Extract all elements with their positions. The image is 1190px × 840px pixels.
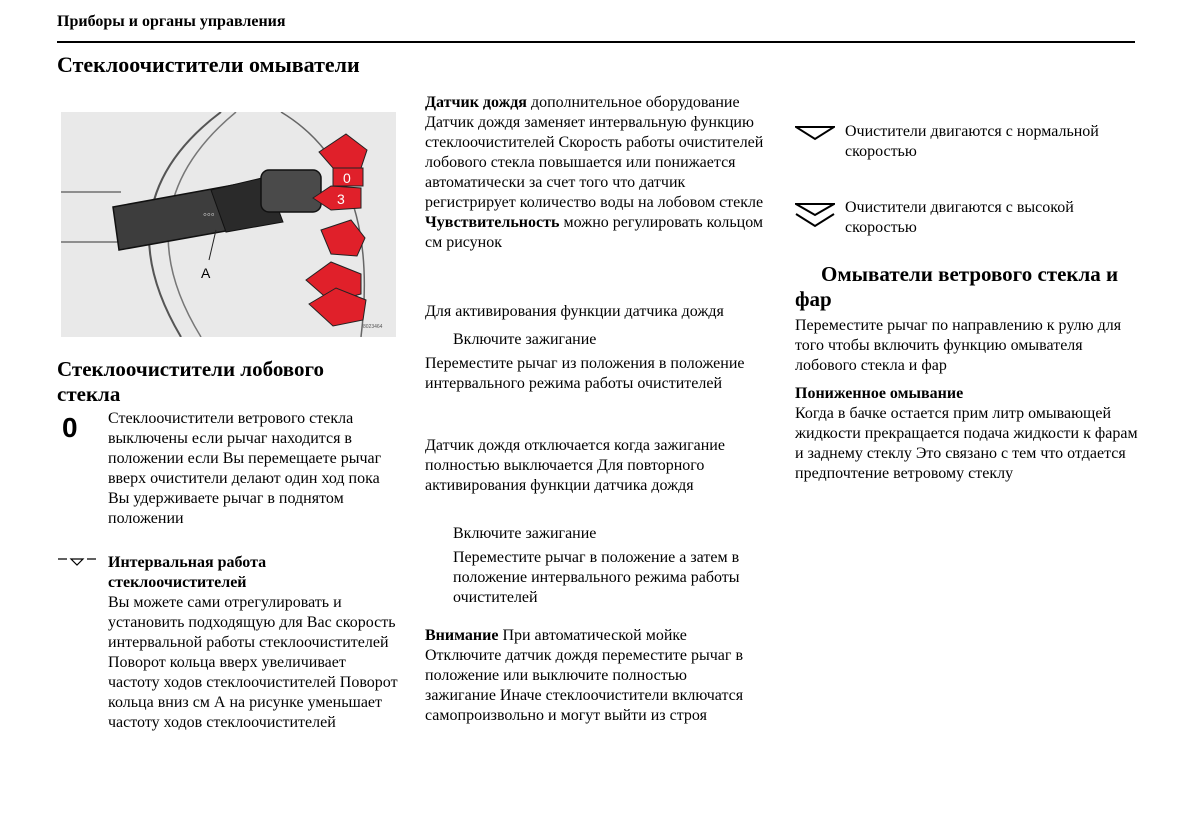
normal-speed-text: Очистители двигаются с нормальной скоростью — [845, 123, 1099, 160]
rain-sensor-heading: Датчик дождя — [425, 94, 527, 111]
page-title: Стеклоочистители омыватели — [57, 52, 360, 77]
header-rule — [57, 41, 1135, 43]
zero-position-symbol: 0 — [62, 412, 78, 443]
section-heading-windscreen-wipers: Стеклоочистители лобового стекла — [57, 357, 325, 406]
activate-intro: Для активирования функции датчика дождя — [425, 303, 724, 320]
position-0: 0 — [343, 170, 351, 186]
rain-sensor-heading-rest: дополнительное оборудование — [530, 94, 740, 111]
step-ignition-2: Включите зажигание — [453, 525, 597, 542]
reduced-washing-text: Когда в бачке остается прим литр омывающей жидкости прекращается подача жидкости к фарам и заднему стеклу Это связано с тем что отдается предпочтение ветровому стеклу — [795, 405, 1138, 482]
high-speed-text: Очистители двигаются с высокой скоростью — [845, 199, 1074, 236]
interval-heading: Интервальная работа стеклоочистителей — [108, 554, 267, 591]
reduced-washing-heading: Пониженное омывание — [795, 385, 964, 402]
step-ignition-1: Включите зажигание — [453, 331, 597, 348]
attention-block — [425, 626, 755, 726]
step-move-1: Переместите рычаг из положения в положение интервального режима работы очистителей — [425, 355, 745, 392]
lever-drawing — [61, 112, 396, 337]
wiper-lever-illustration — [61, 112, 396, 337]
washer-heading-line-1: Омыватели ветрового стекла и — [821, 262, 1119, 286]
lever-tip — [261, 170, 321, 212]
wipers-off-text: Стеклоочистители ветрового стекла выключены если рычаг находится в положении если Вы перемещаете рычаг вверх очистители делают один ход пока Вы удерживаете рычаг в поднятом положении — [108, 410, 382, 527]
attention-text: При автоматической мойке Отключите датчик дождя переместите рычаг в положение или выключите полностью зажигание Иначе стеклоочистители включатся самопроизвольно и могут выйти из строя — [425, 627, 744, 724]
high-speed-icon — [795, 202, 835, 228]
interval-wiper-icon — [57, 556, 97, 568]
step-move-2: Переместите рычаг в положение а затем в положение интервального режима работы очистителей — [453, 549, 740, 606]
normal-speed-icon — [795, 125, 835, 141]
figure-code: 8023464 — [363, 324, 383, 330]
sensitivity-label: Чувствительность — [425, 214, 560, 231]
sensitivity-text: можно регулировать кольцом см рисунок — [425, 214, 764, 251]
rain-sensor-off-text: Датчик дождя отключается когда зажигание полностью выключается Для повторного активирования функции датчика дождя — [425, 437, 725, 494]
interval-text: Вы можете сами отрегулировать и установить подходящую для Вас скорость интервальной работы стеклоочистителей Поворот кольца вверх увеличивает частоту ходов стеклоочистителей Поворот кольца вниз см А на рисунке уменьшает частоту ходов стеклоочистителей — [108, 594, 398, 731]
rain-sensor-block — [425, 93, 765, 253]
arrow-single-stroke — [319, 134, 367, 168]
attention-label: Внимание — [425, 627, 499, 644]
lever-ring-marks: ◦◦◦ — [203, 209, 215, 221]
position-3: 3 — [337, 191, 345, 207]
running-header: Приборы и органы управления — [57, 13, 286, 30]
washer-heading — [795, 262, 1140, 312]
label-a: A — [201, 265, 211, 281]
washer-text: Переместите рычаг по направлению к рулю для того чтобы включить функцию омывателя лобового стекла и фар — [795, 317, 1122, 374]
rain-sensor-text: Датчик дождя заменяет интервальную функцию стеклоочистителей Скорость работы очистителей лобового стекла повышается или понижается автоматически за счет того что датчик регистрирует количество воды на лобовом стекле — [425, 114, 764, 211]
washer-heading-line-2: фар — [795, 287, 832, 311]
